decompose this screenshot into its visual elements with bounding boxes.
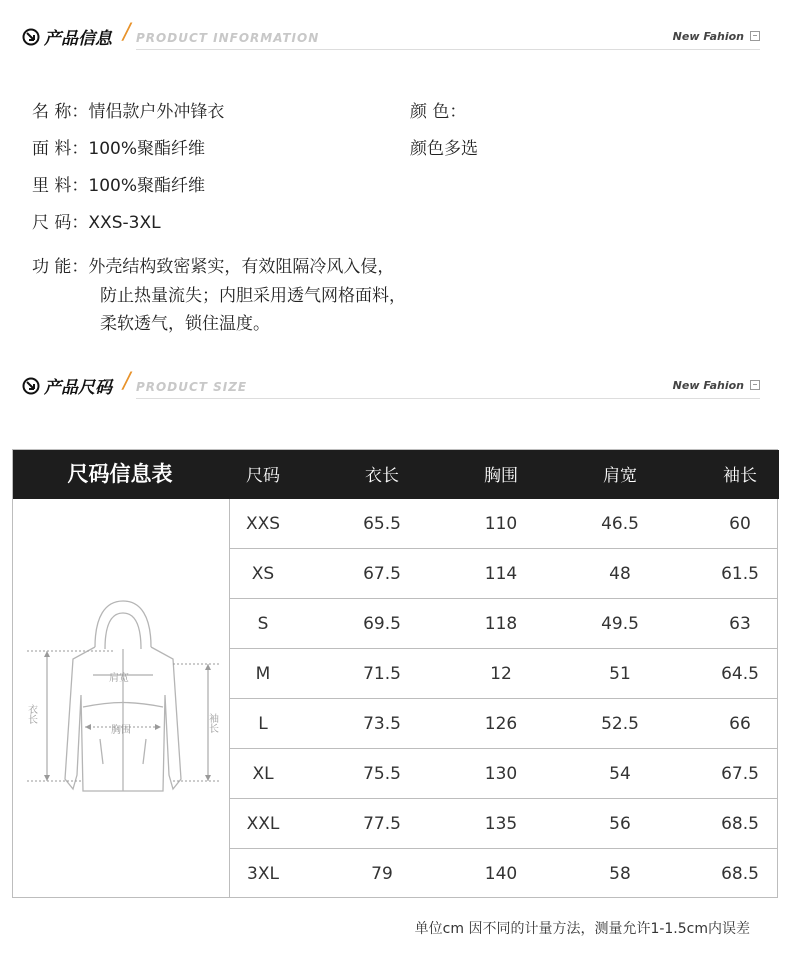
cell-shoulder: 51 <box>609 664 631 684</box>
plus-box-icon <box>750 380 760 390</box>
section-tagline: New Fahion <box>673 30 760 43</box>
cell-chest: 114 <box>484 564 518 584</box>
info-fabric: 面 料：100%聚酯纤维 <box>32 139 206 159</box>
section-title: 产品信息 <box>44 29 112 49</box>
cell-length: 75.5 <box>363 764 401 784</box>
cell-chest: 110 <box>484 514 518 534</box>
cell-length: 65.5 <box>363 514 401 534</box>
section-subtitle: PRODUCT INFORMATION <box>136 31 320 45</box>
jacket-diagram-cell <box>13 499 230 897</box>
cell-size: M <box>255 664 271 684</box>
section-header-product-info <box>22 22 760 52</box>
title-slash: / <box>123 369 131 394</box>
cell-length: 77.5 <box>363 814 401 834</box>
cell-chest: 126 <box>484 714 518 734</box>
table-row <box>230 699 778 749</box>
cell-size: L <box>258 714 268 734</box>
section-title: 产品尺码 <box>44 378 112 398</box>
cell-sleeve: 64.5 <box>721 664 759 684</box>
cell-chest: 12 <box>490 664 512 684</box>
cell-shoulder: 56 <box>609 814 631 834</box>
table-row <box>230 649 778 699</box>
cell-size: 3XL <box>247 864 279 884</box>
table-row <box>230 849 778 898</box>
measurement-note: 单位cm 因不同的计量方法，测量允许1-1.5cm内误差 <box>414 921 750 937</box>
cell-sleeve: 60 <box>729 514 751 534</box>
cell-size: XXL <box>246 814 280 834</box>
cell-sleeve: 68.5 <box>721 814 759 834</box>
cell-size: S <box>257 614 269 634</box>
cell-length: 67.5 <box>363 564 401 584</box>
cell-size: XS <box>251 564 275 584</box>
info-color-label: 颜 色： <box>410 102 467 122</box>
header-length: 衣长 <box>365 466 399 486</box>
cell-chest: 135 <box>484 814 518 834</box>
info-function-line2: 防止热量流失；内胆采用透气网格面料， <box>100 286 406 306</box>
cell-shoulder: 58 <box>609 864 631 884</box>
title-slash: / <box>123 20 131 45</box>
info-function: 功 能：外壳结构致密紧实，有效阻隔冷风入侵， <box>32 257 395 277</box>
compass-arrow-icon <box>22 28 40 46</box>
table-row <box>230 599 778 649</box>
diagram-label-sleeve: 袖长 <box>206 713 218 733</box>
divider <box>136 49 760 50</box>
plus-box-icon <box>750 31 760 41</box>
table-row <box>230 749 778 799</box>
cell-length: 79 <box>371 864 393 884</box>
section-subtitle: PRODUCT SIZE <box>136 380 248 394</box>
table-header <box>13 450 779 499</box>
cell-shoulder: 54 <box>609 764 631 784</box>
cell-size: XXS <box>245 514 281 534</box>
cell-sleeve: 68.5 <box>721 864 759 884</box>
cell-length: 69.5 <box>363 614 401 634</box>
table-row <box>230 799 778 849</box>
info-lining: 里 料：100%聚酯纤维 <box>32 176 206 196</box>
cell-sleeve: 63 <box>729 614 751 634</box>
cell-shoulder: 46.5 <box>601 514 639 534</box>
info-color-value: 颜色多选 <box>410 139 478 159</box>
diagram-label-chest: 胸围 <box>111 725 131 736</box>
section-tagline: New Fahion <box>673 379 760 392</box>
size-table <box>12 449 778 898</box>
header-shoulder: 肩宽 <box>603 466 637 486</box>
section-header-product-size <box>22 371 760 401</box>
table-row <box>230 499 778 549</box>
info-function-line3: 柔软透气，锁住温度。 <box>100 314 270 334</box>
cell-sleeve: 66 <box>729 714 751 734</box>
jacket-diagram <box>13 499 229 897</box>
cell-shoulder: 49.5 <box>601 614 639 634</box>
cell-sleeve: 67.5 <box>721 764 759 784</box>
cell-length: 71.5 <box>363 664 401 684</box>
cell-size: XL <box>252 764 274 784</box>
diagram-label-length: 衣长 <box>25 704 37 724</box>
cell-chest: 130 <box>484 764 518 784</box>
table-row <box>230 549 778 599</box>
cell-shoulder: 52.5 <box>601 714 639 734</box>
diagram-label-shoulder: 肩宽 <box>109 673 129 684</box>
cell-shoulder: 48 <box>609 564 631 584</box>
cell-length: 73.5 <box>363 714 401 734</box>
cell-sleeve: 61.5 <box>721 564 759 584</box>
header-sleeve: 袖长 <box>723 466 757 486</box>
table-title: 尺码信息表 <box>67 462 173 486</box>
info-name: 名 称：情侣款户外冲锋衣 <box>32 102 225 122</box>
cell-chest: 140 <box>484 864 518 884</box>
info-size: 尺 码：XXS-3XL <box>32 213 161 233</box>
compass-arrow-icon <box>22 377 40 395</box>
header-size: 尺码 <box>246 466 280 486</box>
cell-chest: 118 <box>484 614 518 634</box>
header-chest: 胸围 <box>484 466 518 486</box>
divider <box>136 398 760 399</box>
